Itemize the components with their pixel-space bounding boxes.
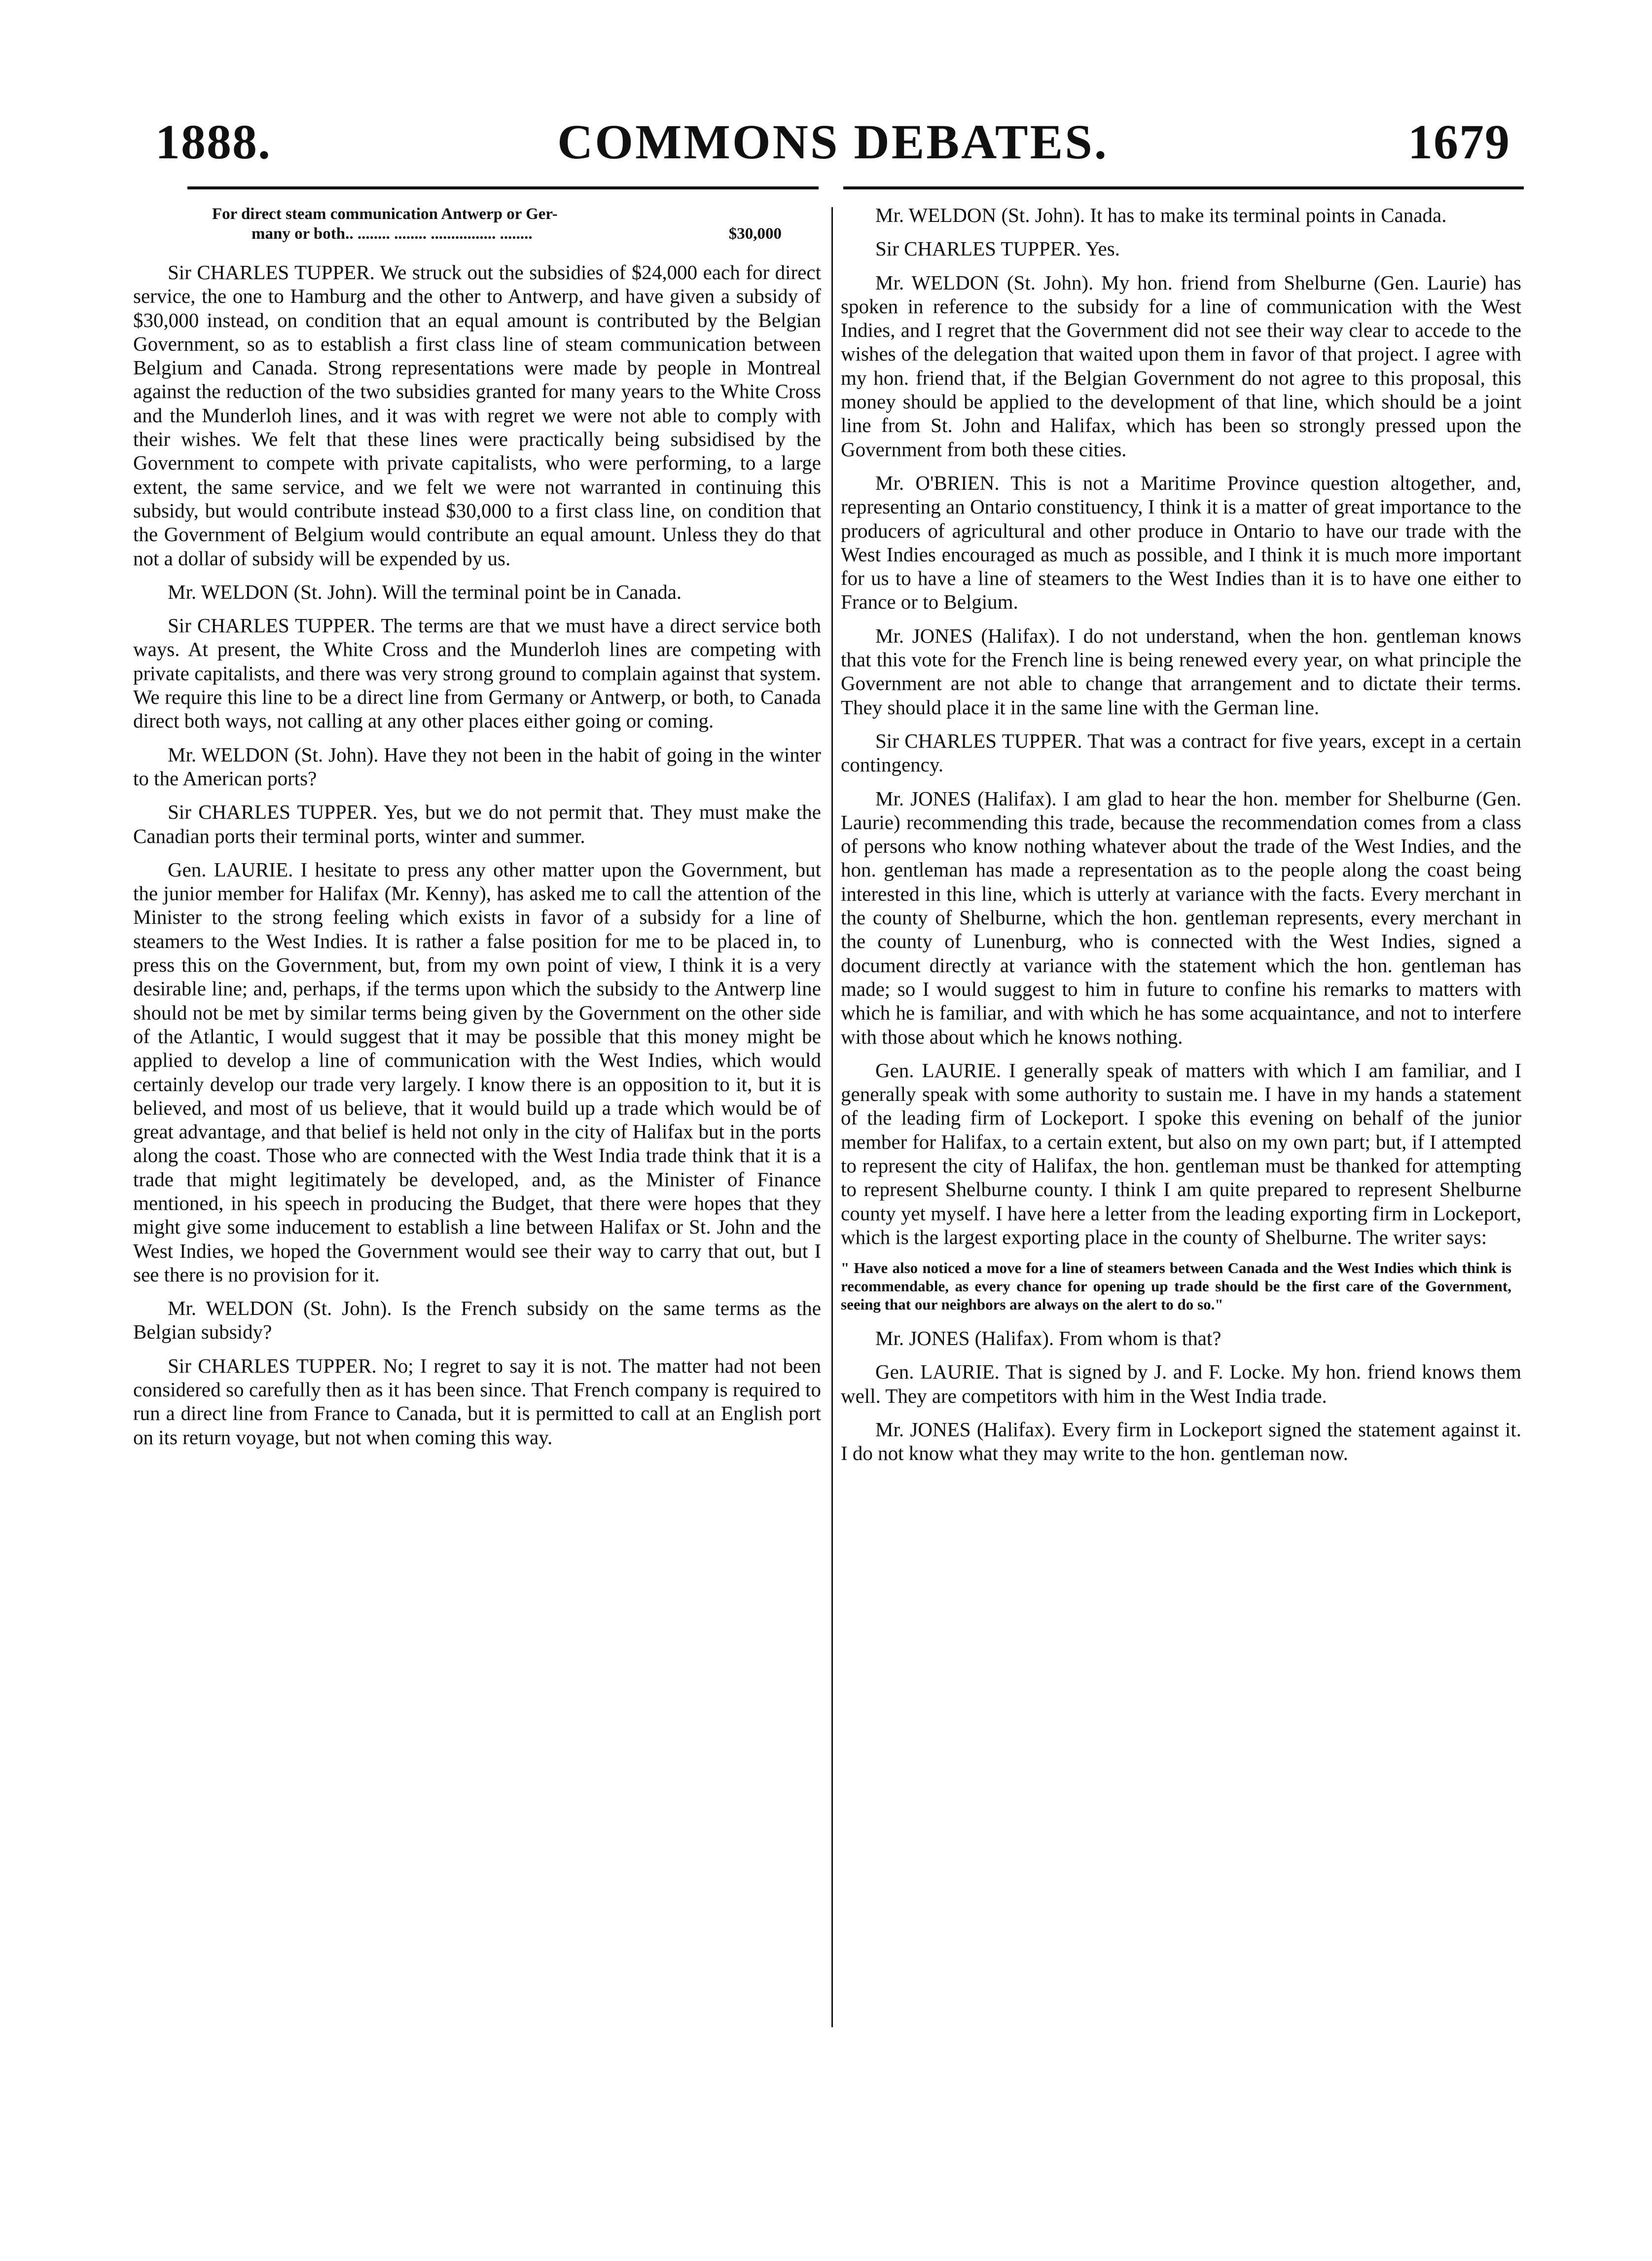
- paragraph: Mr. WELDON (St. John). Will the terminal point be in Canada.: [168, 580, 682, 603]
- estimate-item-line2-text: many or both.. ........ ........ ................ ........: [251, 225, 533, 243]
- paragraph: Gen. LAURIE. I generally speak of matters with which I am familiar, and I generally speak with some authority to sustain me. I have in my hands a statement of the leading firm of Lockeport. I spoke this evening on behalf of the junior member for Halifax, to a certain extent, but also on my own part; but, if I attempted to represent the city of Halifax, the hon. gentleman must be thanked for attempting to represent Shelburne county. I think I am quite prepared to represent Shelburne county yet myself. I have here a letter from the leading exporting firm in Lockeport, which is the largest exporting place in the county of Shelburne. The writer says:: [841, 1058, 1521, 1248]
- estimate-item-line2: [133, 224, 821, 244]
- paragraph: Sir CHARLES TUPPER. We struck out the subsidies of $24,000 each for direct service, the one to Hamburg and the other to Antwerp, and have given a subsidy of $30,000 instead, on condition that an equal amount is contributed by the Belgian Government, so as to establish a first class line of steam communication between Belgium and Canada. Strong representations were made by people in Montreal against the reduction of the two subsidies granted for many years to the White Cross and the Munderloh lines, and it was with regret we were not able to comply with their wishes. We felt that these lines were practically being subsidised by the Government to compete with private capitalists, who were performing, to a large extent, the same service, and we felt we were not warranted in continuing this subsidy, but would contribute instead $30,000 to a first class line, on condition that the Government of Belgium would contribute an equal amount. Unless they do that not a dollar of subsidy will be expended by us.: [133, 261, 821, 570]
- header-page-number: 1679: [1408, 114, 1510, 169]
- paragraph: Sir CHARLES TUPPER. That was a contract for five years, except in a certain contingency.: [841, 729, 1521, 776]
- paragraph: Sir CHARLES TUPPER. Yes, but we do not permit that. They must make the Canadian ports their terminal ports, winter and summer.: [133, 801, 821, 847]
- letter-quote: " Have also noticed a move for a line of steamers between Canada and the West Indies which think is recommendable, as every chance for opening up trade should be the first care of the Government, seeing that our neighbors are always on the alert to do so.": [841, 1259, 1511, 1313]
- paragraph: Sir CHARLES TUPPER. The terms are that we must have a direct service both ways. At present, the White Cross and the Munderloh lines are competing with private capitalists, and there was very strong ground to complain against that system. We require this line to be a direct line from Germany or Antwerp, or both, to Canada direct both ways, not calling at any other places either going or coming.: [133, 614, 821, 732]
- page-header: [155, 113, 1510, 182]
- column-separator: [831, 207, 833, 2027]
- header-year: 1888.: [155, 114, 271, 169]
- left-column: [133, 203, 821, 1459]
- estimate-item: [133, 204, 821, 244]
- paragraph: Gen. LAURIE. I hesitate to press any other matter upon the Government, but the junior member for Halifax (Mr. Kenny), has asked me to call the attention of the Minister to the strong feeling which exists in favor of a subsidy for a line of steamers to the West Indies. It is rather a false position for me to be placed in, to press this on the Government, but, from my own point of view, I think it is a very desirable line; and, perhaps, if the terms upon which the subsidy to the Antwerp line should not be met by similar terms being given by the Government on the other side of the Atlantic, I would suggest that it may be possible that this money might be applied to develop a line of communication with the West Indies, which would certainly develop our trade very largely. I know there is an opposition to it, but it is believed, and most of us believe, that it would build up a trade which would be of great advantage, and that belief is held not only in the city of Halifax but in the ports along the coast. Those who are connected with the West India trade think that it is a trade that might legitimately be developed, and, as the Minister of Finance mentioned, in his speech in producing the Budget, that there were hopes that they might give some inducement to establish a line between Halifax or St. John and the West Indies, we hoped the Government would see their way to carry that out, but I see there is no provision for it.: [133, 858, 821, 1286]
- paragraph: Mr. WELDON (St. John). It has to make its terminal points in Canada.: [875, 204, 1447, 226]
- paragraph: Mr. JONES (Halifax). I am glad to hear the hon. member for Shelburne (Gen. Laurie) recommending this trade, because the recommendation comes from a class of persons who know nothing whatever about the trade of the West Indies, and the hon. gentleman has made a representation as to the people along the coast being interested in this line, which is utterly at variance with the facts. Every merchant in the county of Shelburne, which the hon. gentleman represents, every merchant in the county of Lunenburg, who is connected with the West Indies, signed a document directly at variance with the statement which the hon. gentleman has made; so I would suggest to him in future to confine his remarks to matters with which he is familiar, and with which he has some acquaintance, and not to interfere with those about which he knows nothing.: [841, 787, 1521, 1048]
- estimate-item-line1: For direct steam communication Antwerp or Ger-: [212, 205, 558, 223]
- paragraph: Mr. JONES (Halifax). From whom is that?: [875, 1327, 1221, 1350]
- paragraph: Mr. JONES (Halifax). I do not understand, when the hon. gentleman knows that this vote for the French line is being renewed every year, on what principle the Government are not able to change that arrangement and to dictate their terms. They should place it in the same line with the German line.: [841, 624, 1521, 719]
- paragraph: Gen. LAURIE. That is signed by J. and F. Locke. My hon. friend knows them well. They are competitors with him in the West India trade.: [841, 1360, 1521, 1407]
- header-rule-right: [843, 186, 1524, 189]
- estimate-item-amount: $30,000: [728, 225, 782, 243]
- paragraph: Sir CHARLES TUPPER. No; I regret to say it is not. The matter had not been considered so carefully then as it has been since. That French company is required to run a direct line from France to Canada, but it is permitted to call at an English port on its return voyage, but not when coming this way.: [133, 1354, 821, 1449]
- paragraph: Mr. WELDON (St. John). Have they not been in the habit of going in the winter to the American ports?: [133, 743, 821, 790]
- header-title: COMMONS DEBATES.: [557, 114, 1109, 169]
- header-rule-left: [187, 186, 819, 189]
- paragraph: Mr. WELDON (St. John). Is the French subsidy on the same terms as the Belgian subsidy?: [133, 1297, 821, 1344]
- paragraph: Mr. O'BRIEN. This is not a Maritime Province question altogether, and, representing an Ontario constituency, I think it is a matter of great importance to the producers of agricultural and other produce in Ontario to have our trade with the West Indies encouraged as much as possible, and I think it is much more important for us to have a line of steamers to the West Indies than it is to have one either to France or to Belgium.: [841, 471, 1521, 614]
- paragraph: Mr. WELDON (St. John). My hon. friend from Shelburne (Gen. Laurie) has spoken in reference to the subsidy for a line of communication with the West Indies, and I regret that the Government did not see their way clear to accede to the wishes of the delegation that waited upon them in favor of that project. I agree with my hon. friend that, if the Belgian Government do not agree to this proposal, this money should be applied to the development of that line, which should be a joint line from St. John and Halifax, which has been so strongly pressed upon the Government from both these cities.: [841, 271, 1521, 461]
- paragraph: Sir CHARLES TUPPER. Yes.: [875, 237, 1120, 260]
- paragraph: Mr. JONES (Halifax). Every firm in Lockeport signed the statement against it. I do not know what they may write to the hon. gentleman now.: [841, 1418, 1521, 1465]
- right-column: [841, 203, 1521, 1475]
